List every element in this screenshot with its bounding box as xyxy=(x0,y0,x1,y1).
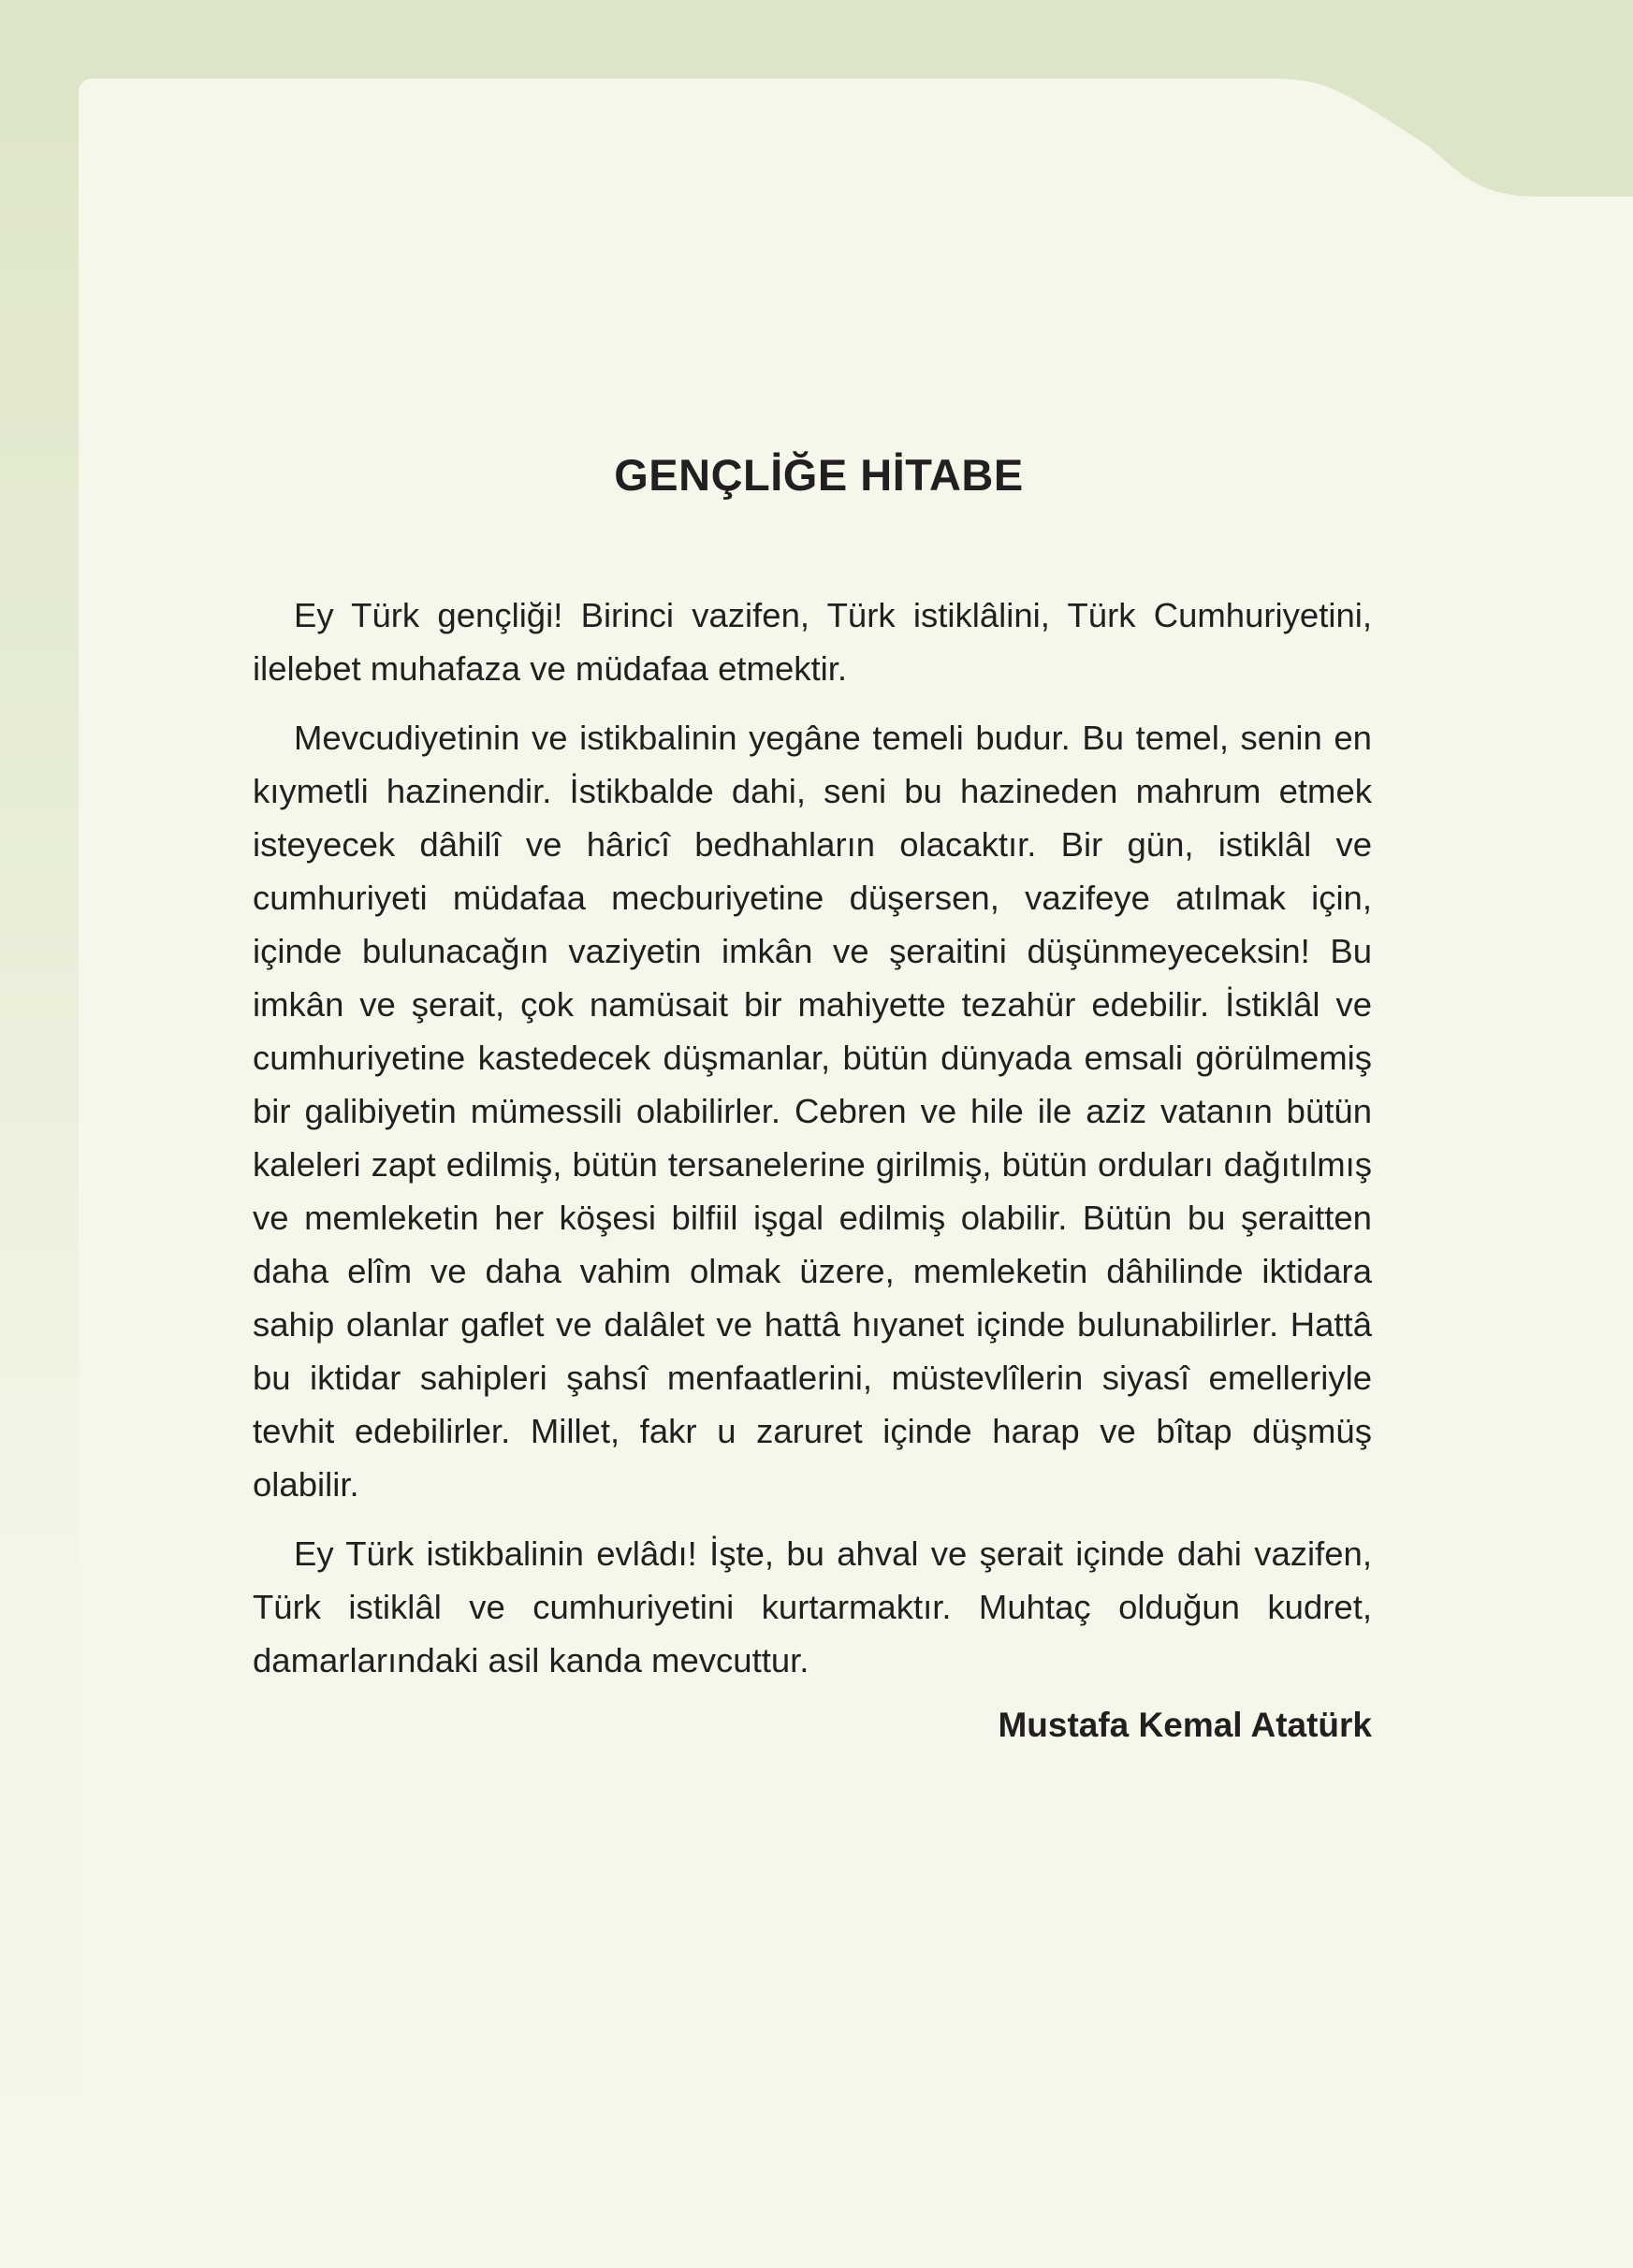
paragraph-1: Ey Türk gençliği! Birinci vazifen, Türk istiklâlini, Türk Cumhuriyetini, ilelebet muhafaza ve müdafaa etmektir. xyxy=(253,596,1372,688)
document-body xyxy=(253,449,1372,1745)
author-signature: Mustafa Kemal Atatürk xyxy=(998,1706,1372,1744)
paragraph-2: Mevcudiyetinin ve istikbalinin yegâne temeli budur. Bu temel, senin en kıymetli hazinendir. İstikbalde dahi, seni bu hazineden mahrum etmek isteyecek dâhilî ve hâricî bedhahların olacaktır. Bir gün, istiklâl ve cumhuriyeti müdafaa mecburiyetine düşersen, vazifeye atılmak için, içinde bulunacağın vaziyetin imkân ve şeraitini düşünmeyeceksin! Bu imkân ve şerait, çok namüsait bir mahiyette tezahür edebilir. İstiklâl ve cumhuriyetine kastedecek düşmanlar, bütün dünyada emsali görülmemiş bir galibiyetin mümessili olabilirler. Cebren ve hile ile aziz vatanın bütün kaleleri zapt edilmiş, bütün tersanelerine girilmiş, bütün orduları dağıtılmış ve memleketin her köşesi bilfiil işgal edilmiş olabilir. Bütün bu şeraitten daha elîm ve daha vahim olmak üzere, memleketin dâhilinde iktidara sahip olanlar gaflet ve dalâlet ve hattâ hıyanet içinde bulunabilirler. Hattâ bu iktidar sahipleri şahsî menfaatlerini, müstevlîlerin siyasî emelleriyle tevhit edebilirler. Millet, fakr u zaruret içinde harap ve bîtap düşmüş olabilir. xyxy=(253,719,1372,1504)
document-title: GENÇLİĞE HİTABE xyxy=(614,450,1024,500)
paragraph-3: Ey Türk istikbalinin evlâdı! İşte, bu ahval ve şerait içinde dahi vazifen, Türk istiklâl ve cumhuriyetini kurtarmaktır. Muhtaç olduğun kudret, damarlarındaki asil kanda mevcuttur. xyxy=(253,1534,1372,1679)
